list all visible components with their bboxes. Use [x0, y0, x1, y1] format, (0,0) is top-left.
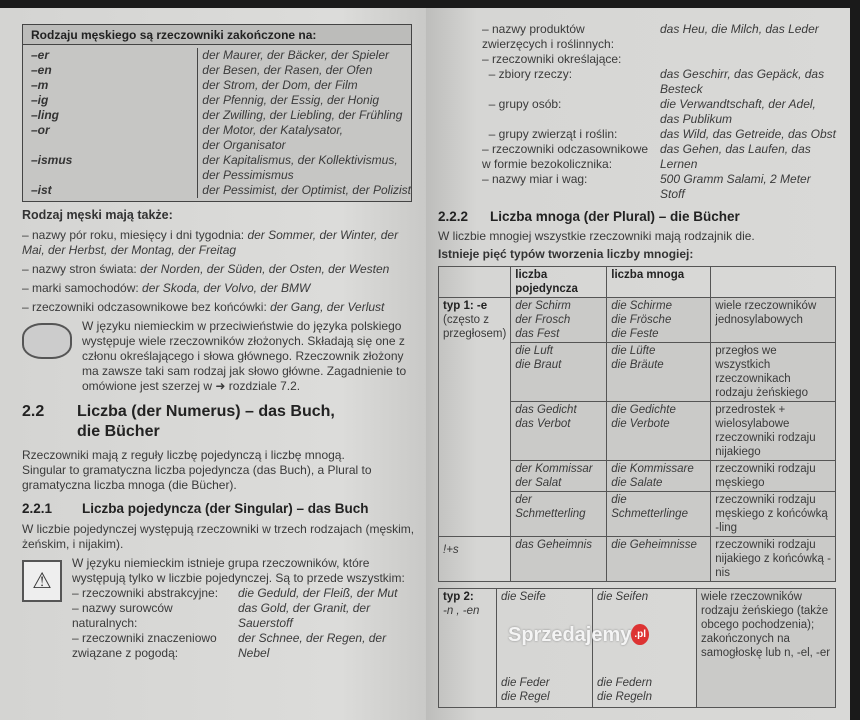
note-cell: wiele rzeczowników rodzaju żeńskiego (także obcego pochodzenia); zakończonych na samogłoskę lub n, -el, -er: [697, 589, 836, 708]
plural: die Federn die Regeln: [597, 677, 652, 703]
p22b: Singular to gramatyczna liczba pojedyncza (das Buch), a Plural to gramatyczna liczba mnoga (die Bücher).: [22, 463, 372, 492]
left-page: [0, 8, 426, 720]
list-item: [482, 127, 838, 142]
item-example: das Wild, das Getreide, das Obst: [660, 127, 836, 141]
section-number: 2.2: [22, 403, 45, 420]
list-item: [482, 67, 838, 97]
ending: [31, 138, 197, 153]
watermark-tld: .pl: [631, 624, 649, 645]
example: der Zwilling, der Liebling, der Frühling: [202, 108, 403, 122]
item-example: der Schnee, der Regen, der Nebel: [238, 631, 387, 660]
column-header: liczba mnoga: [607, 267, 711, 298]
example: der Organisator: [202, 138, 286, 152]
item-text: – nazwy surowców naturalnych:: [72, 601, 173, 630]
warning-item: [72, 586, 417, 601]
singular-cell: die Luft die Braut: [511, 343, 607, 402]
example: der Pfennig, der Essig, der Honig: [202, 93, 380, 107]
p222b: Istnieje pięć typów tworzenia liczby mnogiej:: [438, 247, 694, 261]
compound-note-block: [22, 319, 414, 394]
section-2-2-2-heading: [438, 208, 838, 225]
item-text: – rzeczowniki odczasownikowe w formie bezokolicznika:: [482, 142, 652, 171]
ending: –ig: [31, 93, 49, 107]
section-title: Liczba pojedyncza (der Singular) – das Buch: [82, 501, 369, 516]
plural-cell: die Schirme die Frösche die Feste: [607, 298, 711, 343]
also-heading: Rodzaj męski mają także:: [22, 208, 173, 222]
note-cell: rzeczowniki rodzaju męskiego z końcówką -ling: [711, 492, 836, 537]
plural-type2-block: [438, 588, 836, 708]
item-text: – nazwy pór roku, miesięcy i dni tygodnia:: [22, 228, 248, 242]
p22a: Rzeczowniki mają z reguły liczbę pojedynczą i liczbę mnogą.: [22, 448, 345, 462]
item-text: – nazwy produktów zwierzęcych i roślinnych:: [482, 22, 615, 51]
item-example: der Sommer, der Winter, der Mai, der Herbst, der Montag, der Freitag: [22, 228, 399, 257]
warning-text: W języku niemieckim istnieje grupa rzeczowników, które występują tylko w liczbie pojedynczej. Są to przede wszystkim:: [72, 556, 405, 585]
ending: –en: [31, 63, 52, 77]
warning-item: [72, 601, 417, 631]
ending: –ismus: [31, 153, 73, 167]
item-text: – grupy osób:: [482, 97, 562, 111]
plural-type2-table: [438, 588, 836, 708]
note-cell: przegłos we wszystkich rzeczownikach rodzaju żeńskiego: [711, 343, 836, 402]
corner-cell: [439, 267, 511, 298]
also-item: [22, 262, 412, 277]
item-text: – rzeczowniki abstrakcyjne:: [72, 586, 219, 600]
warning-block: [22, 556, 417, 661]
compound-note: W języku niemieckim w przeciwieństwie do języka polskiego występuje wiele rzeczowników złożonych. Składają się one z członu określającego i słowa głównego. Rzeczownik złożony ma zawsze taki sam rodzaj jak słowo główne. Zagadnienie to omówione jest szerzej w ➜ rozdziale 7.2.: [82, 319, 407, 393]
singular-cell: der Schmetterling: [511, 492, 607, 537]
singular-cell: das Gedicht das Verbot: [511, 402, 607, 461]
item-text: – grupy zwierząt i roślin:: [482, 127, 618, 141]
plural-cell: die Schmetterlinge: [607, 492, 711, 537]
type-cell: [439, 589, 497, 708]
type-label: typ 2:: [443, 591, 474, 603]
list-item: [482, 52, 838, 67]
ending: –er: [31, 48, 50, 62]
right-page: [426, 8, 850, 720]
section-title: Liczba mnoga (der Plural) – die Bücher: [490, 209, 740, 224]
column-header: liczba pojedyncza: [511, 267, 607, 298]
examples-column: [198, 48, 411, 198]
plural-cell: [593, 589, 697, 708]
item-example: das Heu, die Milch, das Leder: [660, 22, 819, 36]
note-cell: wiele rzeczowników jednosylabowych: [711, 298, 836, 343]
warning-icon: ⚠: [22, 560, 62, 602]
header-row: [439, 267, 836, 298]
type-ending: -n , -en: [443, 605, 480, 617]
p221: W liczbie pojedynczej występują rzeczowniki w trzech rodzajach (męskim, żeńskim, i nijakim).: [22, 522, 415, 551]
item-text: – rzeczowniki znaczeniowo związane z pogodą:: [72, 631, 217, 660]
note-cell: przedrostek + wielosylabowe rzeczowniki rodzaju nijakiego: [711, 402, 836, 461]
watermark-text: Sprzedajemy: [508, 624, 632, 646]
warning-list: [72, 586, 417, 661]
item-example: das Gold, der Granit, der Sauerstoff: [238, 601, 371, 630]
cartoon-icon: [22, 323, 72, 359]
ending: [31, 168, 197, 183]
plural-cell: die Geheimnisse: [607, 537, 711, 582]
example: der Besen, der Rasen, der Ofen: [202, 63, 373, 77]
warning-item: [72, 631, 417, 661]
plural-cell: die Kommissare die Salate: [607, 461, 711, 492]
type-label: typ 1: -e: [443, 300, 488, 312]
list-item: [482, 97, 838, 127]
item-example: [660, 52, 838, 67]
column-header-empty: [711, 267, 836, 298]
ending: –ling: [31, 108, 60, 122]
note-cell: rzeczowniki rodzaju nijakiego z końcówką -nis: [711, 537, 836, 582]
item-example: der Skoda, der Volvo, der BMW: [142, 281, 311, 295]
table-row: [439, 298, 836, 343]
example: der Motor, der Katalysator,: [202, 123, 344, 137]
item-example: der Gang, der Verlust: [270, 300, 385, 314]
item-example: der Norden, der Süden, der Osten, der Westen: [140, 262, 390, 276]
box-header: Rodzaju męskiego są rzeczowniki zakończone na:: [23, 25, 411, 45]
list-item: [482, 142, 838, 172]
plural-cell: die Lüfte die Bräute: [607, 343, 711, 402]
item-text: – rzeczowniki odczasownikowe bez końcówki:: [22, 300, 271, 314]
item-text: – nazwy miar i wag:: [482, 172, 588, 186]
item-text: – zbiory rzeczy:: [482, 67, 573, 81]
endings-column: [23, 48, 198, 198]
item-example: das Geschirr, das Gepäck, das Besteck: [660, 67, 825, 96]
box-columns: [23, 45, 411, 201]
item-text: – nazwy stron świata:: [22, 262, 141, 276]
table-row: [439, 537, 836, 582]
also-item: [22, 228, 412, 258]
uncountable-list: [438, 22, 838, 202]
section-2-2-1-heading: [22, 500, 414, 517]
singular: die Feder die Regel: [501, 677, 550, 703]
warning-content: [72, 556, 417, 661]
ending: –or: [31, 123, 50, 137]
section-title: Liczba (der Numerus) – das Buch, die Bücher: [77, 403, 335, 440]
type-cell: [439, 298, 511, 537]
singular-cell: [497, 589, 593, 708]
singular-cell: der Schirm der Frosch das Fest: [511, 298, 607, 343]
item-example: die Geduld, der Fleiß, der Mut: [238, 586, 398, 600]
table-row: [439, 589, 836, 708]
item-example: die Verwandtschaft, der Adel, das Publikum: [660, 97, 816, 126]
section-number: 2.2.2: [438, 209, 469, 224]
example: der Maurer, der Bäcker, der Spieler: [202, 48, 390, 62]
plural-cell: die Gedichte die Verbote: [607, 402, 711, 461]
type-note: (często z przegłosem): [443, 314, 507, 340]
note-cell: rzeczowniki rodzaju męskiego: [711, 461, 836, 492]
item-example: 500 Gramm Salami, 2 Meter Stoff: [660, 172, 811, 201]
item-example: das Gehen, das Laufen, das Lernen: [660, 142, 811, 171]
list-item: [482, 22, 838, 52]
plural: die Seifen: [597, 591, 649, 603]
ending: –m: [31, 78, 49, 92]
section-number: 2.2.1: [22, 501, 53, 516]
singular: die Seife: [501, 591, 546, 603]
plural-type1-table: [438, 266, 836, 582]
example: der Kapitalismus, der Kollektivismus,: [202, 153, 398, 167]
item-text: – rzeczowniki określające:: [482, 52, 622, 66]
singular-cell: der Kommissar der Salat: [511, 461, 607, 492]
singular-cell: das Geheimnis: [511, 537, 607, 582]
also-list: [22, 228, 412, 315]
example: der Pessimismus: [202, 168, 294, 182]
example: der Pessimist, der Optimist, der Polizist: [202, 183, 411, 197]
ending: –ist: [31, 183, 52, 197]
p222: W liczbie mnogiej wszystkie rzeczowniki mają rodzajnik die.: [438, 229, 755, 243]
example: der Strom, der Dom, der Film: [202, 78, 358, 92]
masculine-endings-box: [22, 24, 412, 202]
also-item: [22, 300, 412, 315]
section-2-2-heading: [22, 402, 412, 442]
list-item: [482, 172, 838, 202]
item-text: – marki samochodów:: [22, 281, 143, 295]
also-item: [22, 281, 412, 296]
type-cell: !+s: [439, 537, 511, 582]
